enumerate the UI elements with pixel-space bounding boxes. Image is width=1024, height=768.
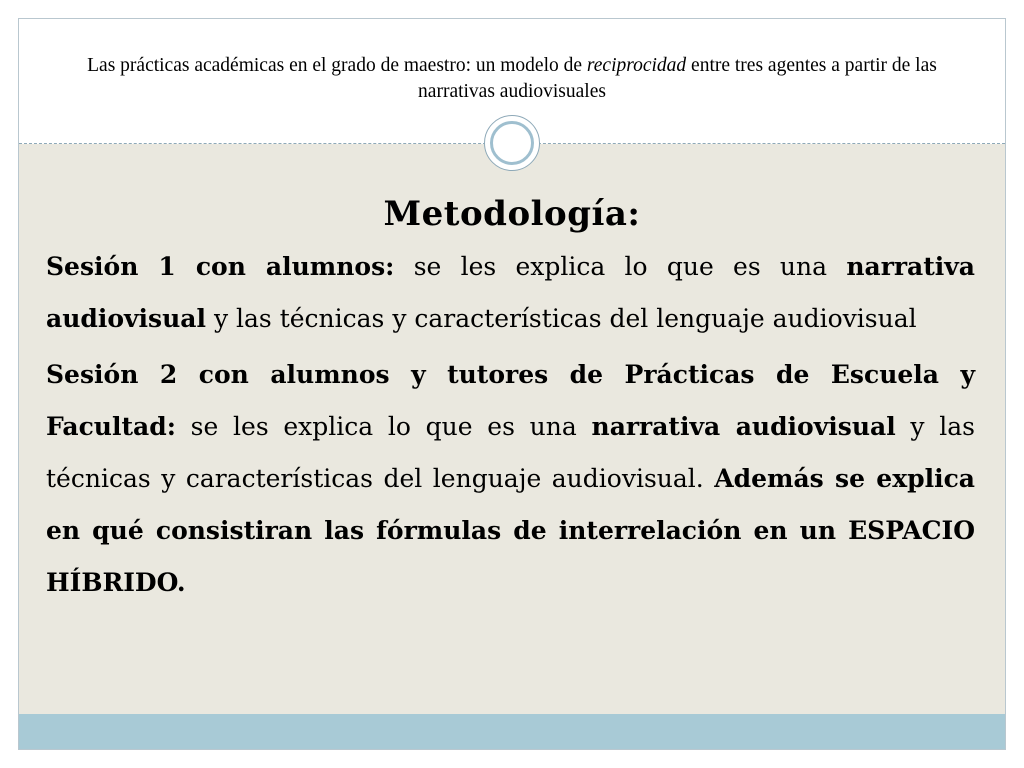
p1-text-1: se les explica lo que es una bbox=[394, 252, 847, 281]
p2-bold-3: Además se explica en qué consistiran las fórmulas de interrelación en un ESPACIO HÍBRIDO. bbox=[46, 464, 975, 597]
slide-title bbox=[59, 53, 965, 105]
title-part-1: Las prácticas académicas en el grado de maestro: un modelo de bbox=[87, 55, 587, 76]
p1-bold-2: narrativa audiovisual bbox=[46, 252, 975, 333]
title-italic: reciprocidad bbox=[586, 55, 687, 76]
p1-bold-1: Sesión 1 con alumnos: bbox=[46, 252, 395, 281]
p2-text-1: se les explica lo que es una bbox=[175, 412, 592, 441]
body-text bbox=[46, 241, 975, 609]
title-part-2: entre tres agentes a partir de las narrativas audiovisuales bbox=[418, 55, 937, 102]
decorative-ring-icon bbox=[490, 121, 534, 165]
section-heading: Metodología: bbox=[383, 194, 641, 234]
p2-bold-2: narrativa audiovisual bbox=[591, 412, 896, 441]
slide-content bbox=[19, 144, 1005, 716]
paragraph-session-1 bbox=[46, 241, 975, 345]
decorative-circle-icon bbox=[484, 115, 540, 171]
slide-frame bbox=[18, 18, 1006, 750]
p2-text-2: y las técnicas y características del lenguaje audiovisual. bbox=[46, 412, 976, 493]
p1-text-2: y las técnicas y características del lenguaje audiovisual bbox=[206, 304, 917, 333]
paragraph-session-2 bbox=[46, 349, 975, 609]
p2-bold-1: Sesión 2 con alumnos y tutores de Prácticas de Escuela y Facultad: bbox=[46, 360, 975, 441]
slide-footer-bar bbox=[19, 714, 1005, 749]
